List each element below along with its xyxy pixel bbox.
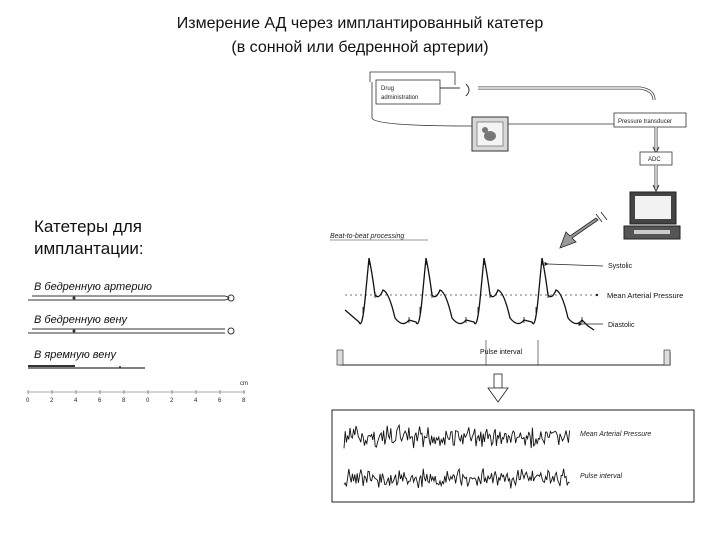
ruler-tick-label: 8: [242, 398, 246, 404]
animal-cage: [472, 117, 508, 151]
catheter-femoral-vein: [28, 328, 234, 334]
computer-icon: [624, 192, 680, 239]
adc-box: [640, 152, 672, 165]
catheters-heading: Катетеры для имплантации:: [34, 217, 144, 258]
map-label: Mean Arterial Pressure: [607, 291, 684, 300]
ruler-tick-label: 4: [74, 398, 78, 404]
svg-text:Pressure transducer: Pressure transducer: [618, 119, 673, 125]
catheter-label-femoral-artery: В бедренную артерию: [34, 281, 152, 293]
down-arrow: [488, 374, 508, 402]
diastolic-label: Diastolic: [608, 322, 635, 329]
svg-text:administration: administration: [381, 95, 419, 101]
ruler-tick-label: 2: [50, 398, 54, 404]
catheter-femoral-artery: [28, 295, 234, 301]
catheter-label-femoral-vein: В бедренную вену: [34, 314, 127, 326]
systolic-label: Systolic: [608, 263, 633, 270]
catheter-jugular-vein: [28, 366, 145, 368]
svg-text:Drug: Drug: [381, 86, 395, 92]
ruler-tick-label: 4: [194, 398, 198, 404]
ruler-tick-label: 6: [218, 398, 222, 404]
pressure-transducer-box: [614, 113, 686, 127]
bp-waveform: [345, 258, 600, 330]
pulse-interval-bracket: [337, 340, 670, 365]
title-line-1: Измерение АД через имплантированный катетер: [176, 15, 544, 32]
ruler-scale: [26, 381, 248, 404]
ruler-tick-label: 0: [26, 398, 30, 404]
trace-map-label: Mean Arterial Pressure: [580, 431, 652, 438]
trace-pi-label: Pulse interval: [580, 473, 623, 480]
traces-panel: [332, 410, 694, 502]
pulse-interval-label: Pulse interval: [480, 349, 523, 356]
ruler-tick-label: 2: [170, 398, 174, 404]
ruler-tick-label: 6: [98, 398, 102, 404]
title-line-2: (в сонной или бедренной артерии): [231, 39, 489, 56]
drug-administration-box: [376, 80, 440, 104]
ruler-unit: cm: [240, 381, 248, 387]
ruler-tick-label: 0: [146, 398, 150, 404]
processing-label: Beat-to-beat processing: [330, 233, 405, 240]
ruler-tick-label: 8: [122, 398, 126, 404]
svg-text:ADC: ADC: [648, 157, 661, 163]
processing-arrow: [560, 212, 607, 248]
catheter-label-jugular-vein: В яремную вену: [34, 349, 116, 361]
